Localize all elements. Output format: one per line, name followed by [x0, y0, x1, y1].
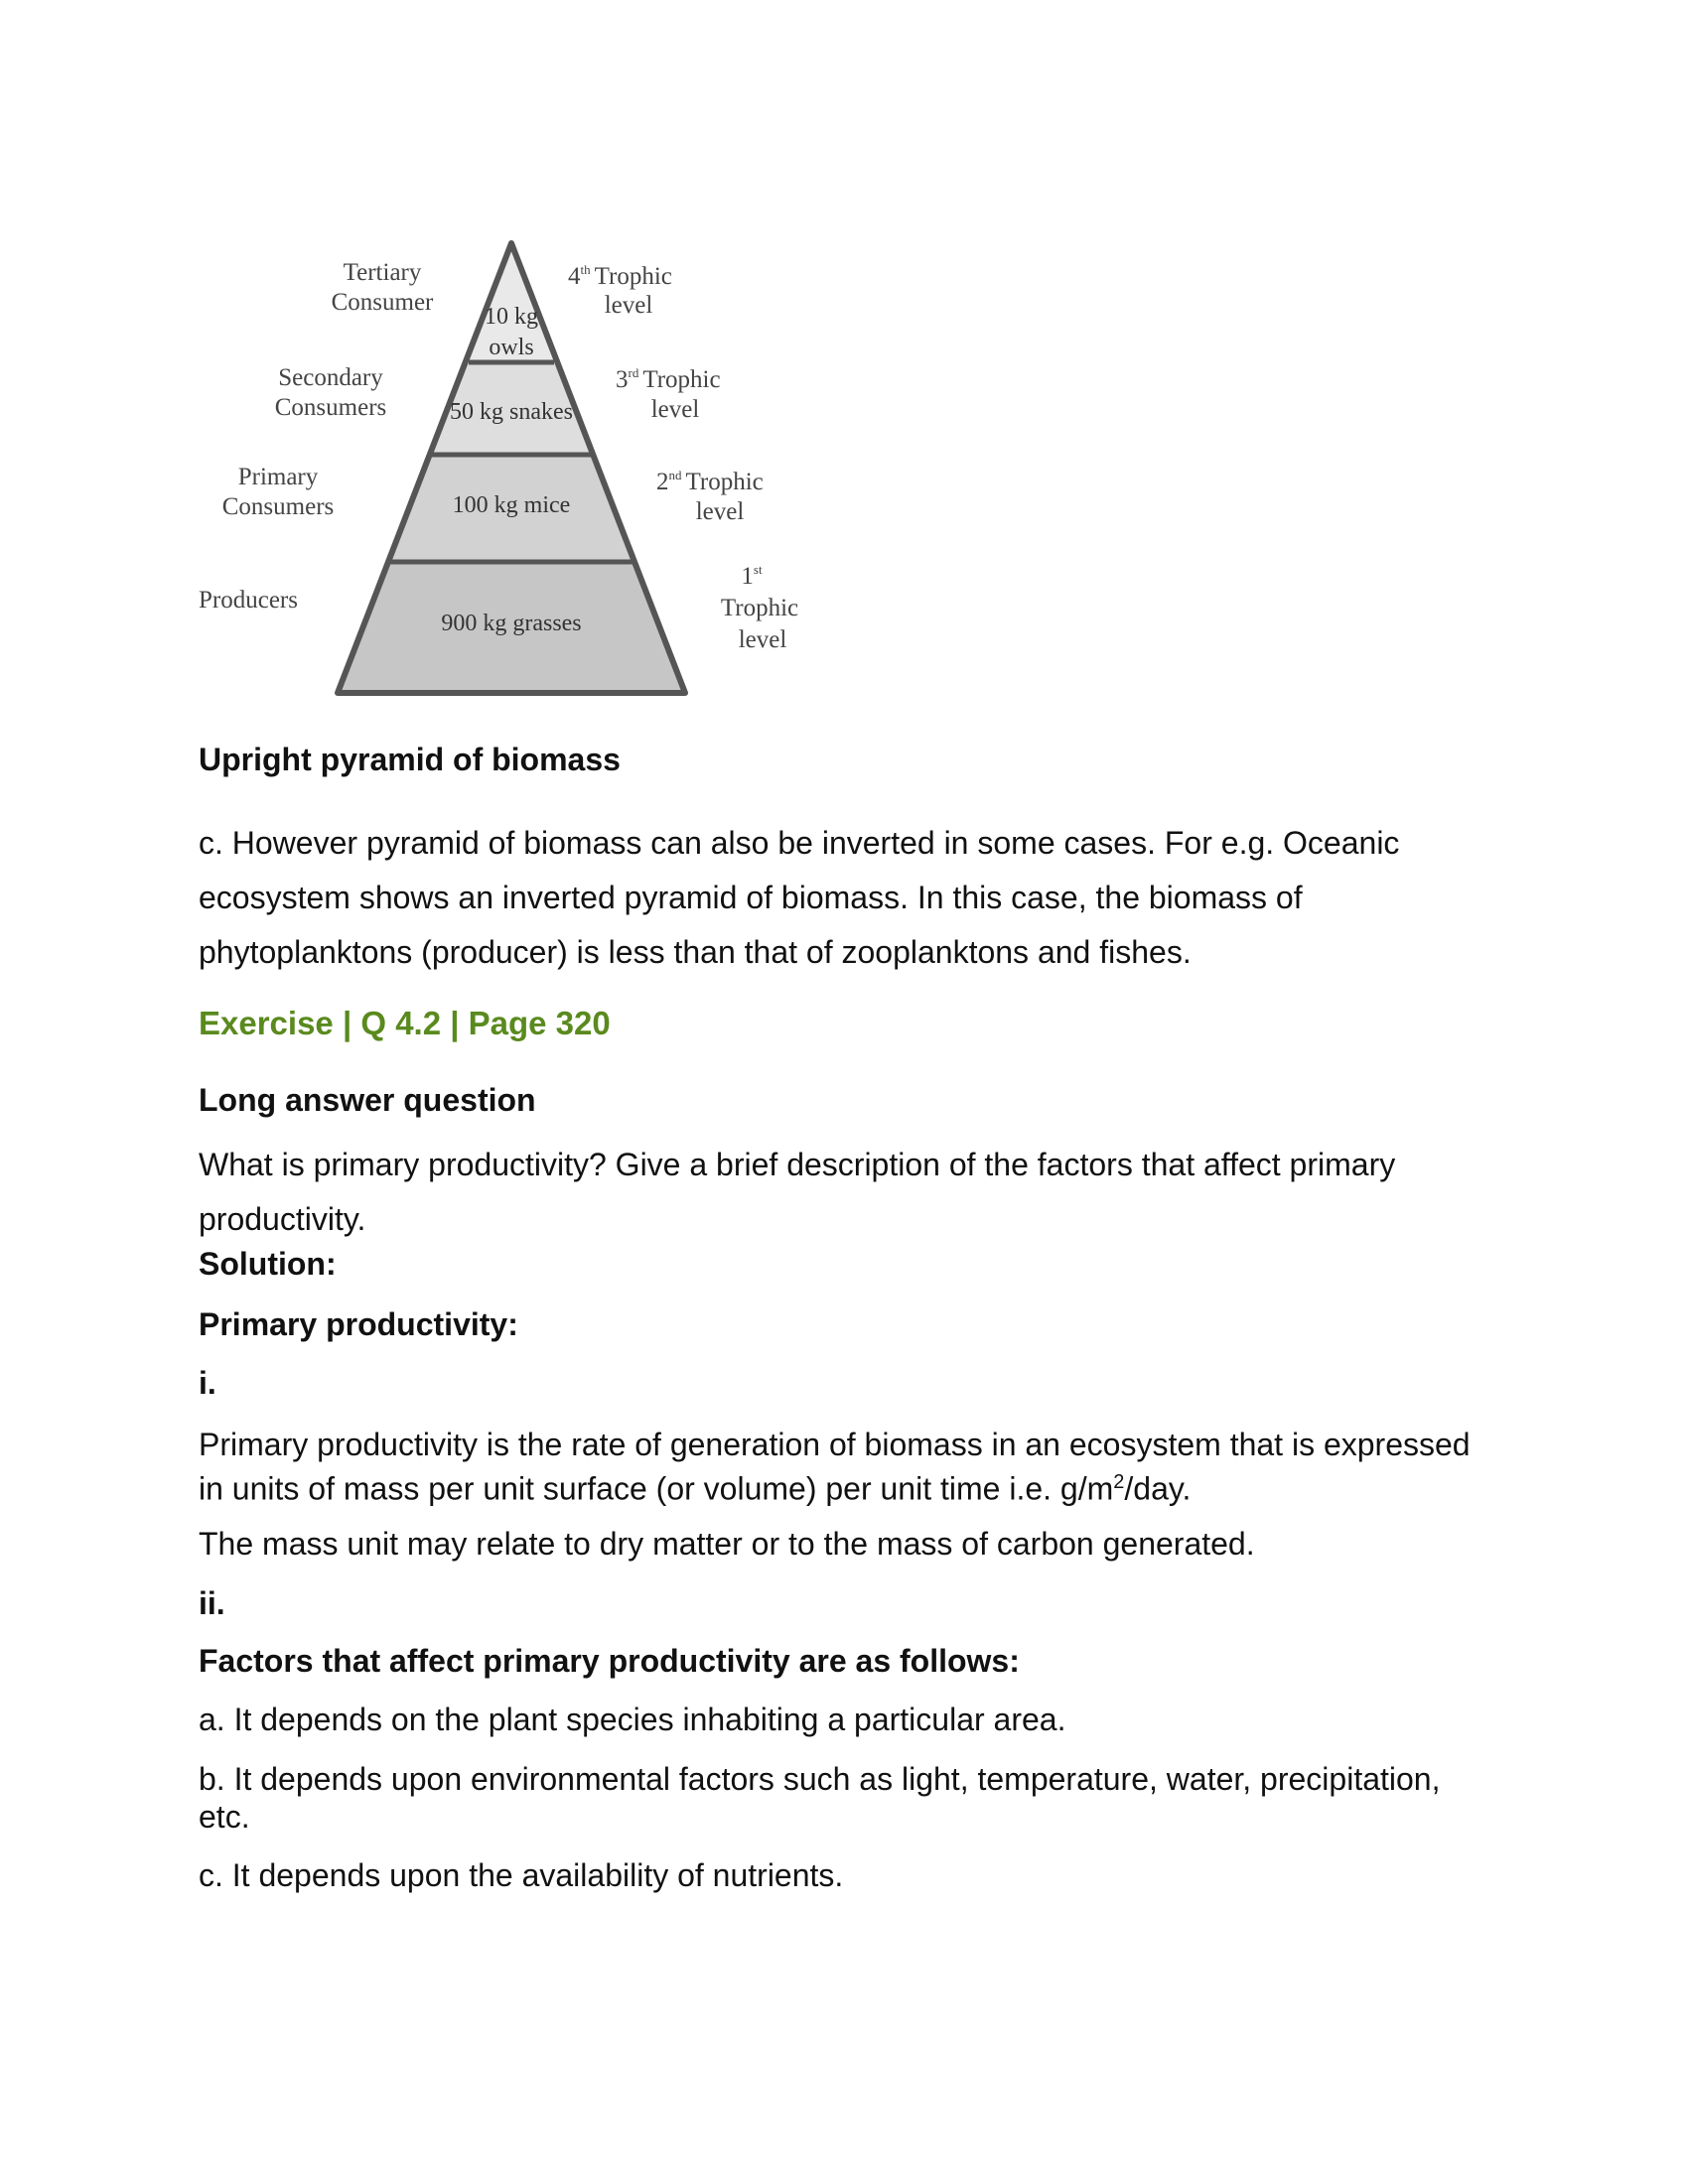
- paragraph-inverted-pyramid: c. However pyramid of biomass can also be inverted in some cases. For e.g. Oceanic ecosystem shows an inverted pyramid of biomass. In this case, the biomass of phytoplanktons (producer) is less than that of zooplanktons and fishes.: [199, 825, 1400, 970]
- level-1-trophic-line-1: Trophic: [720, 595, 799, 621]
- exercise-heading: Exercise | Q 4.2 | Page 320: [199, 1005, 611, 1041]
- question-text: What is primary productivity? Give a brief description of the factors that affect primary productivity.: [199, 1147, 1396, 1237]
- level-4-inner-line-1: 10 kg: [485, 304, 538, 330]
- level-3-trophic-line-1: 3rd Trophic: [616, 365, 721, 393]
- factors-heading: Factors that affect primary productivity are as follows:: [199, 1643, 1020, 1679]
- factor-b: b. It depends upon environmental factors such as light, temperature, water, precipitation, etc.: [199, 1761, 1441, 1835]
- factor-c: c. It depends upon the availability of nutrients.: [199, 1857, 844, 1893]
- level-2-consumer-line-1: Primary: [237, 464, 319, 490]
- level-3-consumer-line-2: Consumers: [274, 394, 387, 421]
- level-1-ordinal: 1st: [741, 562, 763, 590]
- biomass-pyramid-diagram: [189, 228, 834, 715]
- diagram-caption: Upright pyramid of biomass: [199, 742, 621, 777]
- solution-label: Solution:: [199, 1246, 337, 1282]
- level-3-inner: 50 kg snakes: [450, 399, 573, 425]
- level-2-inner: 100 kg mice: [452, 492, 571, 518]
- level-4-consumer-line-1: Tertiary: [343, 259, 422, 286]
- definition-paragraph: Primary productivity is the rate of generation of biomass in an ecosystem that is expressed in units of mass per unit surface (or volume) per unit time i.e. $g/m^2$/day.: [199, 1427, 1471, 1507]
- level-4-trophic-line-1: 4th Trophic: [568, 262, 672, 290]
- question-type: Long answer question: [199, 1082, 536, 1118]
- level-2-consumer-line-2: Consumers: [221, 493, 335, 520]
- level-3-consumer-line-1: Secondary: [278, 364, 383, 391]
- level-1-consumer: Producers: [199, 587, 298, 614]
- primary-productivity-heading: Primary productivity:: [199, 1306, 518, 1342]
- level-2-trophic-line-2: level: [695, 498, 745, 525]
- level-1-trophic-line-2: level: [738, 626, 787, 653]
- item-ii-label: ii.: [199, 1585, 225, 1621]
- factor-a: a. It depends on the plant species inhabiting a particular area.: [199, 1702, 1066, 1737]
- level-4-consumer-line-2: Consumer: [331, 289, 434, 316]
- level-2-trophic-line-1: 2nd Trophic: [656, 468, 764, 495]
- item-i-label: i.: [199, 1365, 216, 1401]
- level-4-trophic-line-2: level: [604, 292, 653, 319]
- level-1-inner: 900 kg grasses: [441, 611, 582, 636]
- mass-unit-paragraph: The mass unit may relate to dry matter or to the mass of carbon generated.: [199, 1526, 1255, 1562]
- level-4-inner-line-2: owls: [489, 335, 534, 360]
- level-3-trophic-line-2: level: [650, 396, 700, 423]
